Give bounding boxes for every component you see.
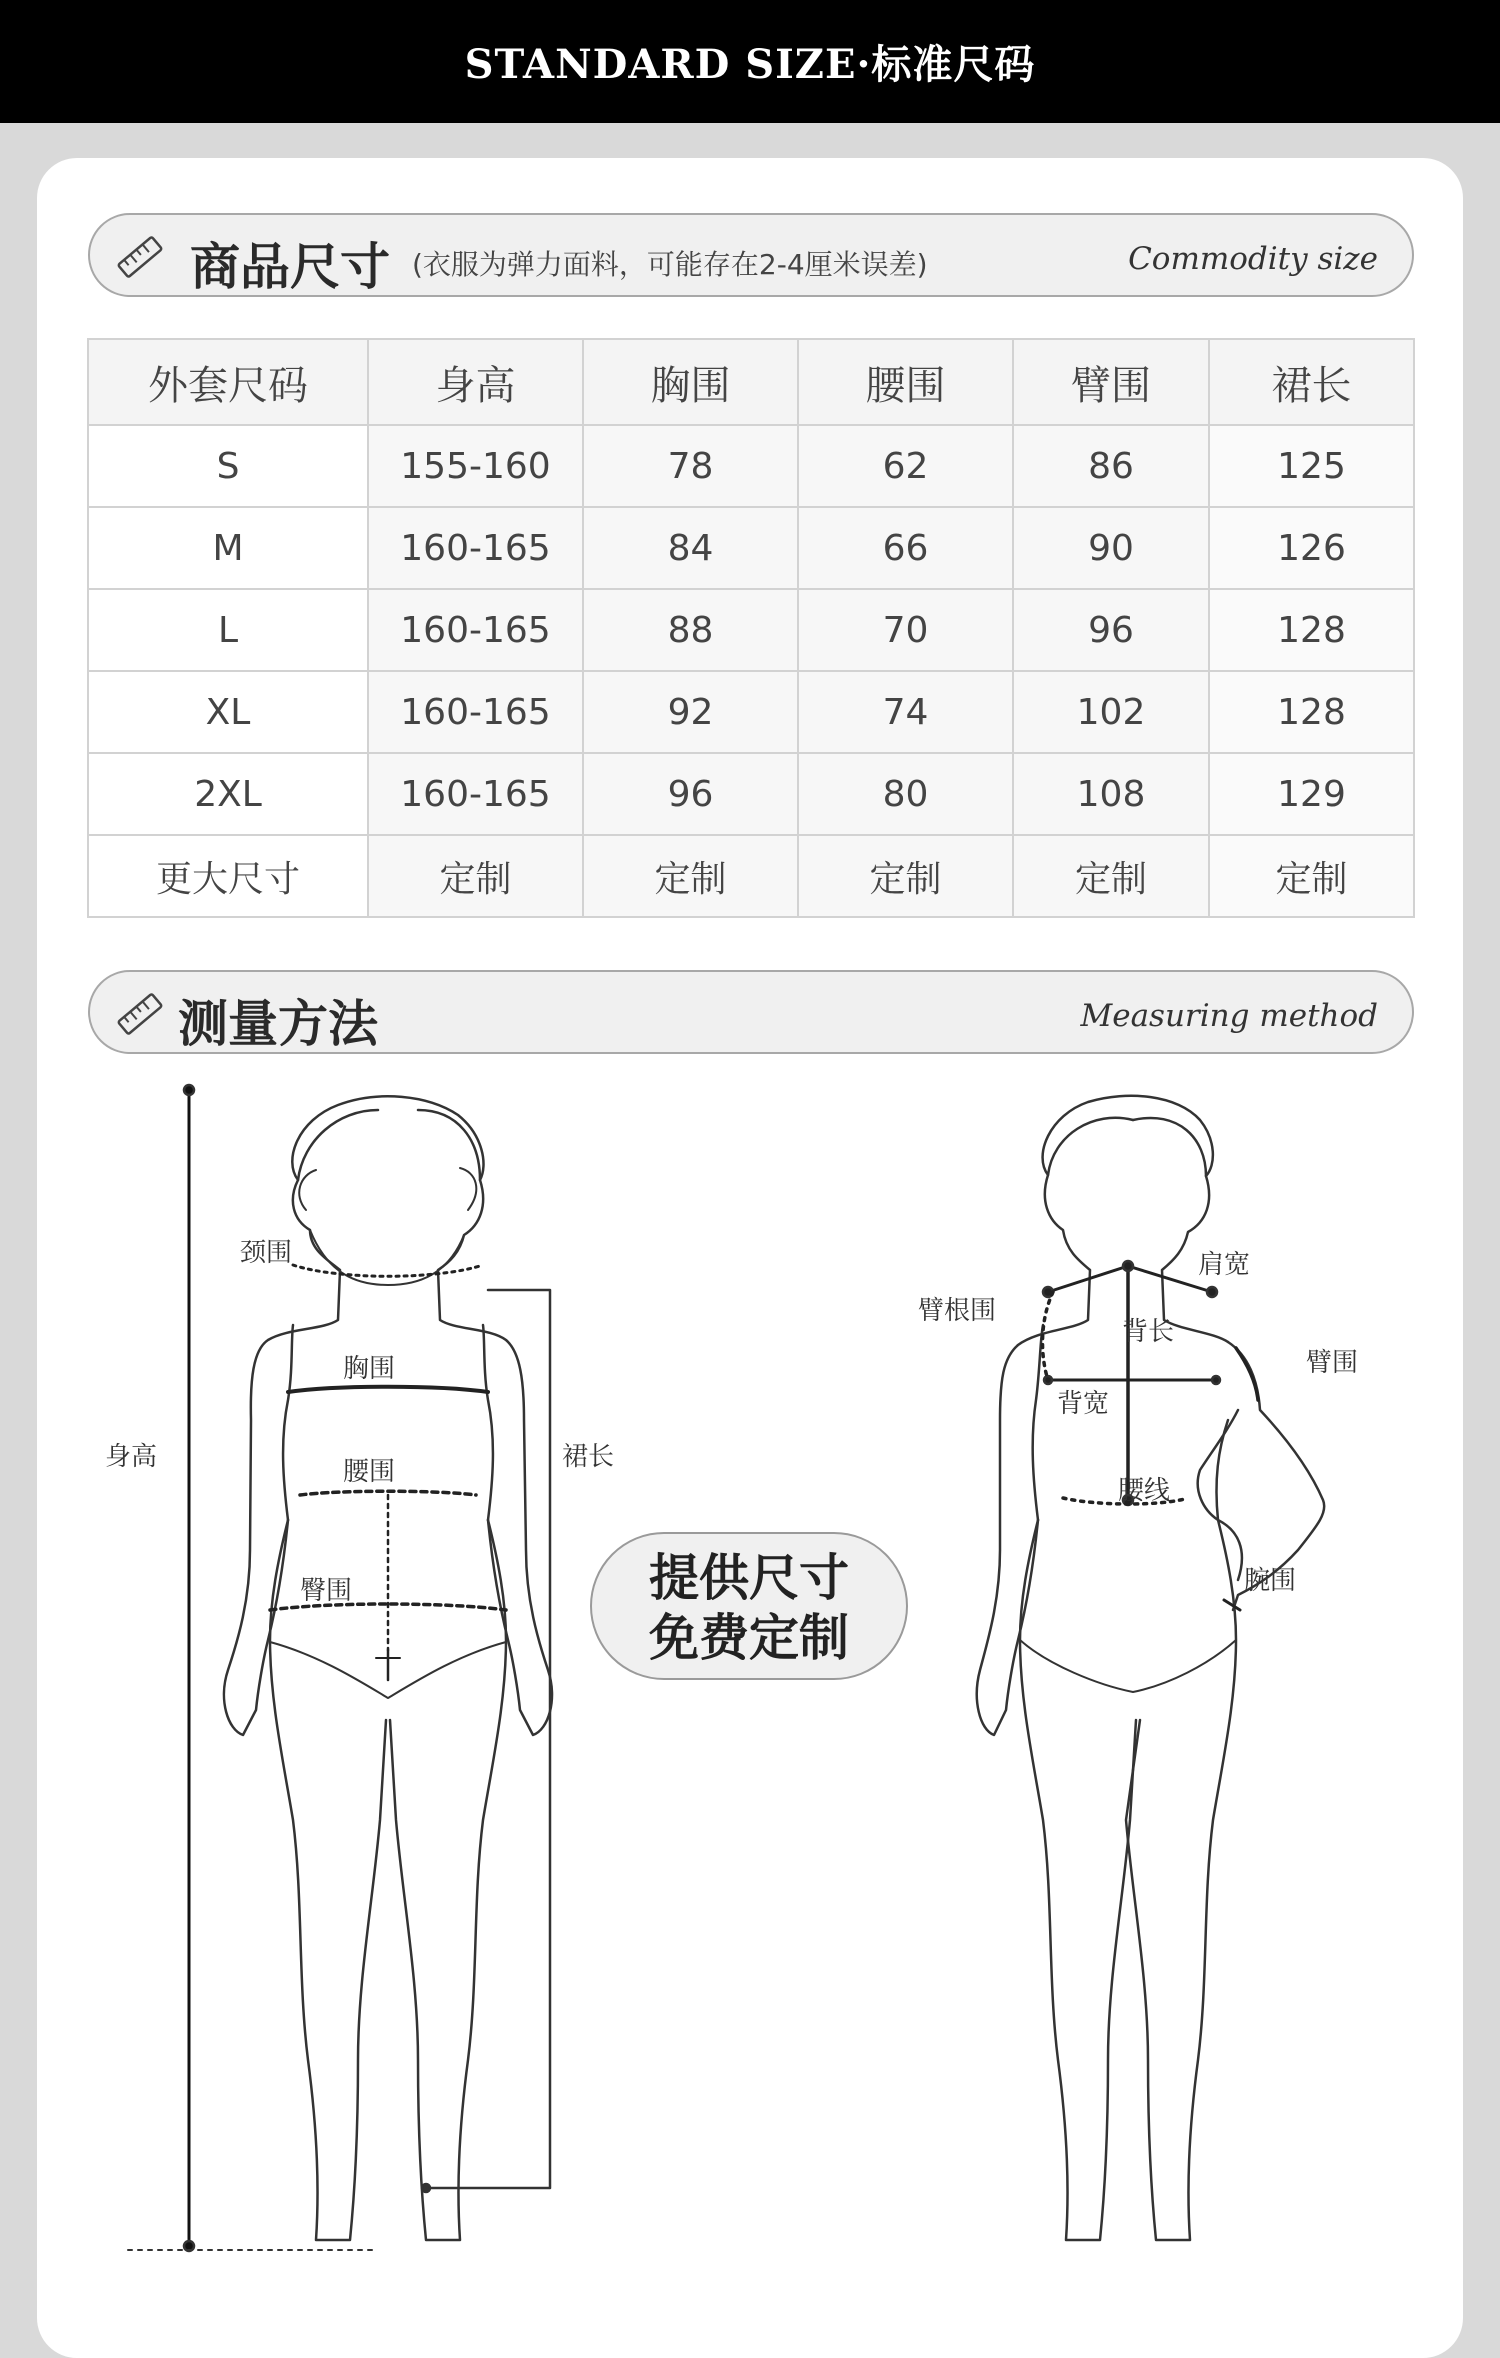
cell-skirt-length: 125	[1209, 425, 1414, 507]
table-header-row	[88, 339, 1414, 425]
label-back-width: 背宽	[1057, 1389, 1110, 1419]
cell-arm: 96	[1013, 589, 1209, 671]
cell-height: 160-165	[368, 753, 583, 835]
commodity-title: 商品尺寸	[190, 238, 390, 296]
label-arm: 臂围	[1306, 1348, 1359, 1378]
cell-skirt-length: 128	[1209, 671, 1414, 753]
header-chest: 胸围	[583, 339, 798, 425]
commodity-size-banner	[88, 213, 1414, 297]
cell-arm: 90	[1013, 507, 1209, 589]
cell-chest: 96	[583, 753, 798, 835]
cell-size: M	[88, 507, 368, 589]
label-shoulder-width: 肩宽	[1198, 1250, 1251, 1280]
label-waistline: 腰线	[1118, 1476, 1171, 1506]
cell-height: 160-165	[368, 671, 583, 753]
cell-skirt-length: 定制	[1209, 835, 1414, 917]
cell-skirt-length: 129	[1209, 753, 1414, 835]
header-arm: 臂围	[1013, 339, 1209, 425]
cell-arm: 定制	[1013, 835, 1209, 917]
cell-skirt-length: 126	[1209, 507, 1414, 589]
cell-size: S	[88, 425, 368, 507]
label-chest: 胸围	[343, 1354, 396, 1384]
cell-skirt-length: 128	[1209, 589, 1414, 671]
label-wrist: 腕围	[1244, 1566, 1297, 1596]
cell-size: 2XL	[88, 753, 368, 835]
bubble-line1: 提供尺寸	[649, 1549, 849, 1607]
cell-arm: 108	[1013, 753, 1209, 835]
header-size: 外套尺码	[88, 339, 368, 425]
cell-arm: 102	[1013, 671, 1209, 753]
table-row	[88, 753, 1414, 835]
cell-chest: 92	[583, 671, 798, 753]
ruler-icon	[116, 992, 164, 1036]
label-skirt-length: 裙长	[562, 1442, 615, 1472]
table-row	[88, 507, 1414, 589]
table-row	[88, 671, 1414, 753]
commodity-note: (衣服为弹力面料，可能存在2-4厘米误差)	[412, 248, 928, 281]
cell-chest: 定制	[583, 835, 798, 917]
bubble-line2: 免费定制	[649, 1609, 849, 1667]
label-height: 身高	[105, 1442, 158, 1472]
commodity-script-label: Commodity size	[1128, 241, 1378, 277]
cell-height: 155-160	[368, 425, 583, 507]
label-arm-root: 臂根围	[918, 1296, 997, 1326]
cell-chest: 88	[583, 589, 798, 671]
size-table	[87, 338, 1415, 918]
cell-waist: 66	[798, 507, 1013, 589]
page-header	[0, 0, 1500, 123]
cell-chest: 84	[583, 507, 798, 589]
cell-size: 更大尺寸	[88, 835, 368, 917]
label-neck: 颈围	[240, 1238, 293, 1268]
measuring-script-label: Measuring method	[1080, 998, 1378, 1034]
cell-arm: 86	[1013, 425, 1209, 507]
table-row	[88, 589, 1414, 671]
cell-size: XL	[88, 671, 368, 753]
cell-waist: 70	[798, 589, 1013, 671]
cell-height: 定制	[368, 835, 583, 917]
cell-height: 160-165	[368, 589, 583, 671]
label-waist: 腰围	[343, 1457, 396, 1487]
cell-height: 160-165	[368, 507, 583, 589]
measuring-method-banner	[88, 970, 1414, 1054]
header-waist: 腰围	[798, 339, 1013, 425]
header-height: 身高	[368, 339, 583, 425]
page-header-title: STANDARD SIZE·标准尺码	[464, 41, 1036, 88]
measuring-title: 测量方法	[178, 995, 378, 1053]
header-skirt-length: 裙长	[1209, 339, 1414, 425]
label-back-length: 背长	[1122, 1317, 1175, 1347]
label-hip: 臀围	[300, 1576, 353, 1606]
custom-size-bubble	[590, 1532, 908, 1680]
cell-chest: 78	[583, 425, 798, 507]
cell-waist: 62	[798, 425, 1013, 507]
table-row	[88, 835, 1414, 917]
table-row	[88, 425, 1414, 507]
cell-size: L	[88, 589, 368, 671]
cell-waist: 74	[798, 671, 1013, 753]
ruler-icon	[116, 235, 164, 279]
cell-waist: 定制	[798, 835, 1013, 917]
cell-waist: 80	[798, 753, 1013, 835]
